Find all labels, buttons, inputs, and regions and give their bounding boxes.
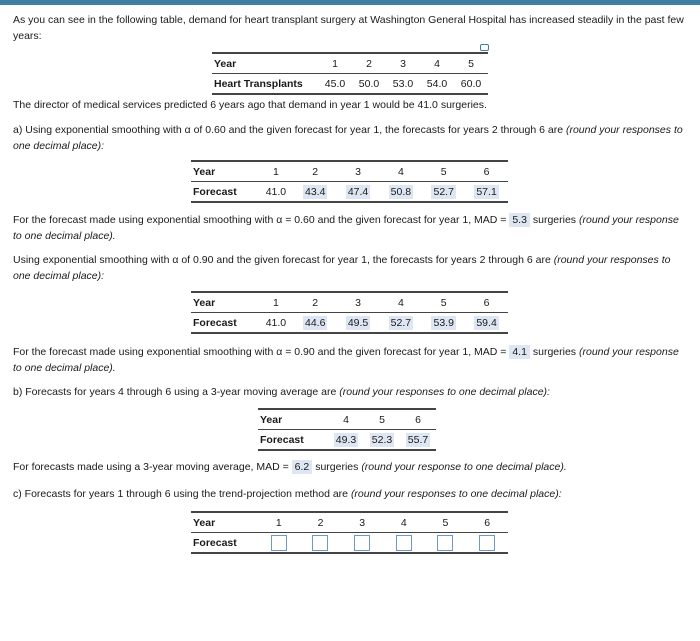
transplants-header: Heart Transplants	[212, 74, 318, 95]
forecast-input[interactable]	[271, 535, 287, 551]
year-cell: 4	[379, 292, 422, 313]
forecast-answer[interactable]: 49.5	[347, 316, 369, 329]
year-cell: 6	[465, 292, 508, 313]
year-cell: 4	[379, 161, 422, 182]
year-cell: 5	[425, 512, 467, 533]
top-accent-bar	[0, 0, 700, 5]
year-header: Year	[191, 512, 258, 533]
part-b-q-instruction: (round your responses to one decimal place):	[339, 386, 550, 398]
forecast-input[interactable]	[437, 535, 453, 551]
forecast-answer[interactable]: 57.1	[476, 185, 497, 198]
year-cell: 5	[454, 53, 488, 74]
mad-090-unit: surgeries	[529, 346, 579, 358]
part-a-q1-text: a) Using exponential smoothing with α of 0.60 and the given forecast for year 1, the forecasts for years 2 through 6 are	[13, 124, 566, 136]
year-cell: 1	[318, 53, 352, 74]
mad-ma-unit: surgeries	[312, 461, 362, 473]
forecast-header: Forecast	[191, 182, 258, 203]
forecast-answer[interactable]: 53.9	[433, 316, 454, 329]
transplant-value: 45.0	[318, 74, 352, 95]
part-c-q-text: c) Forecasts for years 1 through 6 using the trend-projection method are	[13, 488, 351, 500]
forecast-input[interactable]	[396, 535, 412, 551]
copy-table-icon[interactable]	[480, 44, 489, 51]
forecast-answer[interactable]: 44.6	[305, 316, 326, 329]
exp-090-q-text: Using exponential smoothing with α of 0.90 and the given forecast for year 1, the forecasts for years 2 through 6 are	[13, 254, 554, 266]
mad-060-instruction: (round your response to one decimal place).	[13, 214, 679, 242]
year-header: Year	[191, 161, 258, 182]
mad-060-unit: surgeries	[529, 214, 579, 226]
year-cell: 4	[328, 409, 364, 430]
part-a-question	[13, 122, 689, 154]
forecast-answer[interactable]: 52.7	[390, 316, 412, 329]
exp-090-question	[13, 252, 689, 284]
forecast-answer[interactable]: 49.3	[335, 433, 357, 446]
forecast-header: Forecast	[191, 533, 258, 554]
forecast-input[interactable]	[354, 535, 370, 551]
year-cell: 1	[258, 292, 294, 313]
director-text: The director of medical services predicted 6 years ago that demand in year 1 would be 41.0 surgeries.	[13, 99, 487, 111]
year-cell: 2	[352, 53, 386, 74]
mad-060-answer[interactable]: 5.3	[509, 213, 530, 227]
mad-090-instruction: (round your response to one decimal place).	[13, 346, 679, 374]
mad-060-text	[13, 212, 689, 244]
mad-ma-answer[interactable]: 6.2	[292, 460, 313, 474]
year-header: Year	[258, 409, 328, 430]
mad-060-label: For the forecast made using exponential smoothing with α = 0.60 and the given forecast for year 1, MAD =	[13, 214, 510, 226]
mad-ma-label: For forecasts made using a 3-year moving average, MAD =	[13, 461, 292, 473]
year-cell: 1	[258, 161, 294, 182]
forecast-answer[interactable]: 52.7	[433, 185, 454, 198]
forecast-answer[interactable]: 43.4	[305, 185, 326, 198]
forecast-answer[interactable]: 59.4	[476, 316, 497, 329]
mad-090-label: For the forecast made using exponential smoothing with α = 0.90 and the given forecast for year 1, MAD =	[13, 346, 510, 358]
year-cell: 2	[300, 512, 342, 533]
part-a-q1-instruction: (round your responses to one decimal place):	[13, 124, 683, 152]
part-c-question	[13, 486, 689, 502]
moving-average-table	[258, 408, 436, 451]
year-cell: 1	[258, 512, 300, 533]
mad-ma-text	[13, 459, 689, 475]
year-header: Year	[212, 53, 318, 74]
part-b-q-text: b) Forecasts for years 4 through 6 using a 3-year moving average are	[13, 386, 340, 398]
forecast-answer[interactable]: 47.4	[347, 185, 369, 198]
forecast-answer[interactable]: 50.8	[390, 185, 412, 198]
year-cell: 3	[341, 512, 383, 533]
year-cell: 6	[466, 512, 508, 533]
forecast-answer[interactable]: 55.7	[407, 433, 429, 446]
forecast-given: 41.0	[258, 182, 294, 203]
year-cell: 3	[337, 161, 380, 182]
transplant-value: 60.0	[454, 74, 488, 95]
mad-ma-instruction: (round your response to one decimal place).	[361, 461, 567, 473]
exp-090-q-instruction: (round your responses to one decimal place):	[13, 254, 671, 282]
forecast-input[interactable]	[312, 535, 328, 551]
trend-projection-table	[191, 511, 508, 554]
year-cell: 2	[294, 292, 337, 313]
year-cell: 2	[294, 161, 337, 182]
year-cell: 5	[364, 409, 400, 430]
forecast-answer[interactable]: 52.3	[371, 433, 393, 446]
forecast-header: Forecast	[191, 313, 258, 334]
mad-090-answer[interactable]: 4.1	[509, 345, 530, 359]
year-cell: 6	[400, 409, 436, 430]
year-cell: 3	[337, 292, 380, 313]
year-cell: 4	[420, 53, 454, 74]
year-cell: 3	[386, 53, 420, 74]
transplant-value: 54.0	[420, 74, 454, 95]
exp-smoothing-090-table	[191, 291, 508, 334]
year-cell: 5	[422, 292, 465, 313]
year-cell: 4	[383, 512, 425, 533]
part-c-q-instruction: (round your responses to one decimal place):	[350, 488, 562, 500]
year-header: Year	[191, 292, 258, 313]
forecast-input[interactable]	[479, 535, 495, 551]
forecast-header: Forecast	[258, 430, 328, 451]
transplant-value: 53.0	[386, 74, 420, 95]
transplant-value: 50.0	[352, 74, 386, 95]
exp-smoothing-060-table	[191, 160, 508, 203]
part-b-question	[13, 384, 689, 400]
year-cell: 6	[465, 161, 508, 182]
year-cell: 5	[422, 161, 465, 182]
intro-text: As you can see in the following table, demand for heart transplant surgery at Washington General Hospital has increased steadily in the past few years:	[13, 14, 684, 42]
mad-090-text	[13, 344, 689, 376]
forecast-given: 41.0	[258, 313, 294, 334]
heart-transplants-table	[212, 52, 488, 95]
